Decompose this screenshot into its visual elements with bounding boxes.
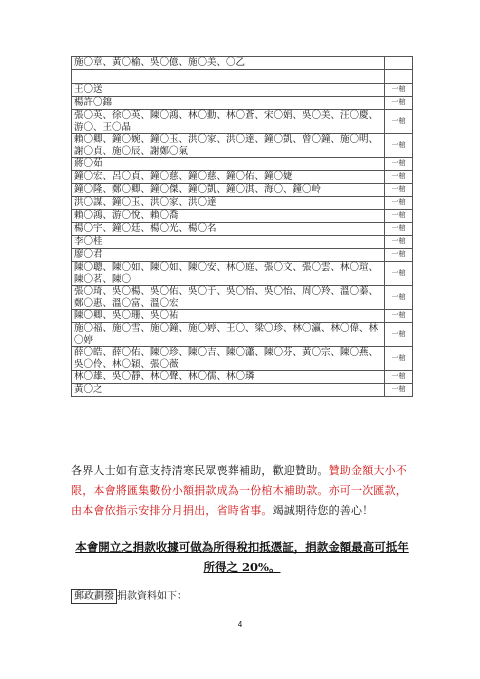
postal-transfer-text: 捐款資料如下：	[117, 591, 187, 602]
donation-amount: 一棺	[385, 249, 413, 262]
donor-names: 鐘〇隆、鄭〇卿、鐘〇傑、鐘〇凱、鐘〇淇、海〇、鐘〇岭	[72, 184, 385, 197]
donation-amount: 一棺	[385, 97, 413, 110]
donor-row	[72, 371, 413, 384]
donor-row	[72, 323, 413, 347]
donation-amount: 一棺	[385, 171, 413, 184]
donor-row	[72, 384, 413, 397]
donation-amount: 一棺	[385, 286, 413, 310]
donor-names	[72, 70, 385, 84]
donor-names: 鐘〇宏、呂〇貞、鐘〇慈、鐘〇慈、鐘〇佑、鐘〇婕	[72, 171, 385, 184]
postal-transfer-line	[71, 589, 187, 604]
donation-amount: 一棺	[385, 134, 413, 158]
donor-names: 林〇雄、吳〇靜、林〇聲、林〇儒、林〇璘	[72, 371, 385, 384]
donor-names: 黃〇之	[72, 384, 385, 397]
donation-amount	[385, 57, 413, 70]
appeal-paragraph	[71, 461, 413, 521]
donation-amount: 一棺	[385, 158, 413, 171]
donor-names: 陳〇聰、陳〇如、陳〇如、陳〇安、林〇庭、張〇文、張〇雲、林〇瑄、陳〇茗、陳〇	[72, 262, 385, 286]
donation-amount: 一棺	[385, 197, 413, 210]
appeal-text: 各界人士如有意支持清寒民眾喪葬補助，歡迎贊助。	[71, 464, 329, 477]
donor-names: 廖〇君	[72, 249, 385, 262]
appeal-closing-text: 竭誠期待您的善心！	[272, 504, 374, 517]
donor-row	[72, 171, 413, 184]
donation-amount: 一棺	[385, 110, 413, 134]
donor-names: 李〇桂	[72, 236, 385, 249]
donation-amount: 一棺	[385, 210, 413, 223]
tax-deduction-notice	[71, 537, 413, 577]
donation-amount: 一棺	[385, 84, 413, 97]
donor-names: 楊許〇錦	[72, 97, 385, 110]
donor-row	[72, 70, 413, 84]
donor-row	[72, 286, 413, 310]
donation-amount: 一棺	[385, 371, 413, 384]
tax-deduction-text: 本會開立之捐款收據可做為所得稅扣抵憑証，捐款金額最高可抵年所得之 20%。	[75, 540, 409, 574]
donor-row	[72, 184, 413, 197]
donation-amount: 一棺	[385, 223, 413, 236]
donation-amount: 一棺	[385, 310, 413, 323]
donor-row	[72, 158, 413, 171]
donation-amount: 一棺	[385, 262, 413, 286]
donor-names: 楊〇宇、鐘〇廷、楊〇光、楊〇名	[72, 223, 385, 236]
postal-transfer-label: 郵政劃撥	[71, 589, 117, 604]
donor-table	[71, 56, 413, 397]
donor-names: 張〇琦、吳〇楊、吳〇佑、吳〇于、吳〇怡、吳〇怡、周〇羚、溫〇蓁、鄭〇惠、溫〇富、溫〇宏	[72, 286, 385, 310]
donor-row	[72, 84, 413, 97]
donation-amount: 一棺	[385, 323, 413, 347]
donor-names: 張〇英、徐〇英、陳〇鴻、林〇勳、林〇蒼、宋〇娟、吳〇美、汪〇慶、游〇、王〇晶	[72, 110, 385, 134]
donor-names: 陳〇卿、吳〇珊、吳〇祐	[72, 310, 385, 323]
donor-row	[72, 97, 413, 110]
donor-row	[72, 57, 413, 70]
donation-amount: 一棺	[385, 347, 413, 371]
donor-row	[72, 197, 413, 210]
donation-amount: 一棺	[385, 384, 413, 397]
donation-amount: 一棺	[385, 184, 413, 197]
donor-names: 施〇章、黃〇榆、吳〇億、施〇美、〇乙	[72, 57, 385, 70]
donor-names: 賴〇鴻、游〇悅、賴〇喬	[72, 210, 385, 223]
donor-table-body	[72, 57, 413, 397]
appeal-highlight-text: 贊助金額大小不限，本會將匯集數份小額捐款成為一份棺木補助款。亦可一次匯款，由本會依指示安排分月捐出，省時省事。	[71, 464, 408, 517]
donor-row	[72, 347, 413, 371]
donor-names: 王〇送	[72, 84, 385, 97]
donor-names: 薛〇皓、薛〇佑、陳〇珍、陳〇吉、陳〇瀟、陳〇芬、黃〇宗、陳〇燕、吳〇伶、林〇穎、張〇薇	[72, 347, 385, 371]
donor-row	[72, 223, 413, 236]
page-number: 4	[237, 620, 243, 629]
donor-names: 洪〇謀、鐘〇玉、洪〇家、洪〇達	[72, 197, 385, 210]
donor-names: 蔣〇茹	[72, 158, 385, 171]
donation-amount: 一棺	[385, 236, 413, 249]
donor-row	[72, 310, 413, 323]
donor-row	[72, 134, 413, 158]
donor-names: 賴〇卿、鐘〇婉、鐘〇玉、洪〇家、洪〇達、鐘〇凱、曾〇鐘、施〇明、謝〇貞、施〇辰、謝鄭〇氣	[72, 134, 385, 158]
donor-row	[72, 210, 413, 223]
donation-amount	[385, 70, 413, 84]
donor-row	[72, 249, 413, 262]
donor-row	[72, 110, 413, 134]
donor-names: 施〇福、施〇雪、施〇鐘、施〇婷、王〇、梁〇珍、林〇瀛、林〇偉、林〇婷	[72, 323, 385, 347]
donor-row	[72, 262, 413, 286]
donor-row	[72, 236, 413, 249]
